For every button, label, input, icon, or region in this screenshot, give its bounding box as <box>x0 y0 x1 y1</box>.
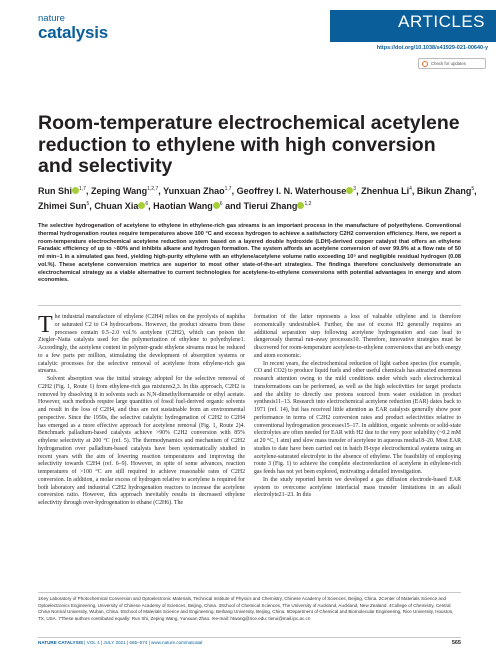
refresh-icon <box>422 61 428 67</box>
author-name[interactable]: Zhimei Sun <box>38 201 87 211</box>
author-affiliation-marker: 5 <box>471 186 475 192</box>
page-footer <box>38 640 461 645</box>
author-name[interactable]: Geoffrey I. N. Waterhouse <box>236 186 347 196</box>
author-name[interactable]: Bikun Zhang <box>416 186 472 196</box>
footer-journal: NATURE CATALYSIS <box>38 640 84 645</box>
divider <box>38 305 461 306</box>
author-name[interactable]: Run Shi <box>38 186 72 196</box>
journal-logo-line1: nature <box>38 13 65 24</box>
footer-info: | VOL 4 | JULY 2021 | 565–574 | www.nature.com/natcatal <box>84 640 203 645</box>
body-paragraph: Solvent absorption was the initial strategy adopted for the selective removal of C2H2 (Fig. 1, Route 1) from ethylene-rich gas mixtures2,3. In this approach, C2H2 is removed by dissolving it in solvents such as N,N-dimethylformamide or ethyl acetate. However, such methods require large quantities of fossil fuel-derived organic solvents and result in the loss of C2H4, and thus are not sustainable from an environmental perspective. Since the 1950s, the selective catalytic hydrogenation of C2H2 to C2H4 has emerged as a more effective approach for acetylene removal (Fig. 1, Route 2)4. Benchmark palladium-based catalysts achieve >90% C2H2 conversion with 85% ethylene selectivity at 200 °C (ref. 5). The thermodynamics and mechanism of C2H2 hydrogenation over palladium-based catalysts have been systematically studied in recent years with the aim of lowering reaction temperatures and improving the selectivity towards C2H4 (ref. 6–9). However, in spite of some advances, reaction temperatures of >100 °C are still required to achieve reasonable rates of C2H2 conversion. In addition, a molar excess of hydrogen relative to acetylene is required for both laboratory and industrial C2H2 hydrogenation reactors to increase the acetylene conversion ratio. However, this approach inevitably results in decreased ethylene selectivity through over-hydrogenation to ethane (C2H6). The <box>38 376 245 506</box>
body-column-left <box>38 314 245 508</box>
divider <box>38 592 461 593</box>
drop-cap: T <box>38 312 53 338</box>
body-paragraph: In recent years, the electrochemical reduction of light carbon species (for example, CO and CO2) to produce liquid fuels and other useful chemicals has attracted enormous research attention owing to the mild conditions under which such electrochemical transformations can be performed, as well as the high selectivities for target products and the ability to directly use protons sourced from water oxidation in product synthesis11–13. Research into electrochemical acetylene reduction (EAR) dates back to 1971 (ref. 14), but has received little attention as EAR catalysts generally show poor performance in terms of C2H2 conversion rates and product selectivities relative to conventional hydrogenation processes15–17. In addition, organic solvents or solid-state electrolytes are often needed for EAR with H2 due to the very poor solubility (~0.2 mM at 20 °C, 1 atm) and slow mass transfer of acetylene in aqueous media18–20. Most EAR studies to date have been carried out in batch H-type electrochemical systems using an acetylene-saturated electrolyte in the absence of ethylene. The feasibility of employing route 3 (Fig. 1) to achieve the complete electroreduction of acetylene in ethylene-rich gas feeds has not yet been explored, motivating a detailed investigation. <box>254 360 461 475</box>
author-affiliation-marker: 1,2,7 <box>147 186 159 192</box>
journal-logo <box>38 14 108 41</box>
author-affiliation-marker: 1,7 <box>224 186 232 192</box>
section-label: ARTICLES <box>398 12 485 31</box>
author-name[interactable]: Haotian Wang <box>153 201 213 211</box>
author-affiliation-marker: 6 <box>219 201 223 207</box>
author-affiliation-marker: 5 <box>86 201 90 207</box>
body-paragraph: he industrial manufacture of ethylene (C2H4) relies on the pyrolysis of naphtha or saturated C2 to C4 hydrocarbons. However, the product streams from these processes contain 0.5–2.0 vol.% acetylene (C2H2), which can poison the Ziegler–Natta catalysts used for the polymerization of ethylene to polyethylene1. Accordingly, the acetylene content in polymer-grade ethylene streams must be reduced to a few parts per million, stimulating the development of absorption systems or catalytic processes for the selective removal of acetylene from ethylene-rich gas streams. <box>38 314 245 375</box>
author-list: Run Shi $^{1,7}$, Zeping Wang$^{1,2,7}$, Yunxuan Zhao$^{1,7}$, Geoffrey I. N. Waterhouse $^3$, Zhenhua Li$^4$, Bikun Zhang$^5$, Zhimei Sun$^5$, Chuan Xia $^6$, Haotian Wang $^6$ and Tierui Zhang $^{1,2}$ <box>38 186 477 211</box>
article-title: Room-temperature electrochemical acetylene reduction to ethylene with high conversion and selectivity <box>38 112 460 177</box>
journal-logo-line2: catalysis <box>38 23 109 42</box>
author-affiliation-marker: 3 <box>353 186 357 192</box>
orcid-icon[interactable] <box>72 187 79 194</box>
author-affiliation-marker: 1,2 <box>304 201 312 207</box>
author-affiliation-marker: 6 <box>145 201 149 207</box>
author-affiliation-marker: 1,7 <box>79 186 86 192</box>
body-column-right <box>254 314 461 500</box>
author-name[interactable]: Chuan Xia <box>94 201 139 211</box>
author-affiliation-marker: 4 <box>409 186 412 192</box>
author-name[interactable]: Yunxuan Zhao <box>163 186 225 196</box>
divider <box>38 637 461 638</box>
check-updates-button[interactable] <box>418 58 486 69</box>
orcid-icon[interactable] <box>213 202 220 209</box>
author-name[interactable]: Zeping Wang <box>90 186 148 196</box>
author-name[interactable]: Tierui Zhang <box>243 201 298 211</box>
affiliations: 1Key Laboratory of Photochemical Conversion and Optoelectronic Materials, Technical Institute of Physics and Chemistry, Chinese Academy of Sciences, Beijing, China. 2Center of Materials Science and Optoelectronics Engineering, University of Chinese Academy of Sciences, Beijing, China. 3School of Chemical Sciences, The University of Auckland, Auckland, New Zealand. 4College of Chemistry, Central China Normal University, Wuhan, China. 5School of Materials Science and Engineering, Beihang University, Beijing, China. 6Department of Chemical and Biomolecular Engineering, Rice University, Houston, TX, USA. 7These authors contributed equally: Run Shi, Zeping Wang, Yunxuan Zhao. ✉e-mail: htwang@rice.edu; tierui@mail.ipc.ac.cn <box>38 596 454 622</box>
body-paragraph: formation of the latter represents a loss of valuable ethylene and is therefore economically undesirable4. Further, the use of excess H2 generally requires an additional separation step following acetylene hydrogenation and can lead to dangerously thermal run-away processes10. Therefore, innovative strategies must be discovered for room-temperature acetylene-to-ethylene conversions that are both energy and atom economic. <box>254 314 461 359</box>
page-number: 565 <box>451 640 461 646</box>
author-name[interactable]: Zhenhua Li <box>361 186 410 196</box>
doi-link[interactable]: https://doi.org/10.1038/s41929-021-00640-y <box>376 45 488 51</box>
check-updates-label: Check for updates <box>431 61 466 66</box>
body-paragraph: In the study reported herein we developed a gas diffusion electrode-based EAR system to overcome acetylene interfacial mass transfer limitations in an alkali electrolyte21–23. In this <box>254 476 461 499</box>
abstract: The selective hydrogenation of acetylene to ethylene in ethylene-rich gas streams is an important process in the manufacture of polyethylene. Conventional thermal hydrogenation routes require temperatures above 100 °C and excess hydrogen to achieve a satisfactory C2H2 conversion efficiency. Here, we report a room-temperature electrochemical acetylene reduction system based on a layered double hydroxide (LDH)-derived copper catalyst that offers an ethylene Faradaic efficiency of up to ~80% and inhibits alkane and hydrogen formation. The system affords an acetylene conversion of over 99.9% at a flow rate of 50 ml min−1 in a simulated gas feed, yielding high-purity ethylene with an ethylene/acetylene volume ratio exceeding 10⁵ and negligible residual hydrogen (0.08 vol.%). These acetylene conversion metrics are superior to most other state-of-the-art strategies. The findings therefore conclusively demonstrate an electrochemical strategy as a viable alternative to current technologies for acetylene-to-ethylene conversions with potential advantages in energy and atom economies. <box>38 223 461 284</box>
